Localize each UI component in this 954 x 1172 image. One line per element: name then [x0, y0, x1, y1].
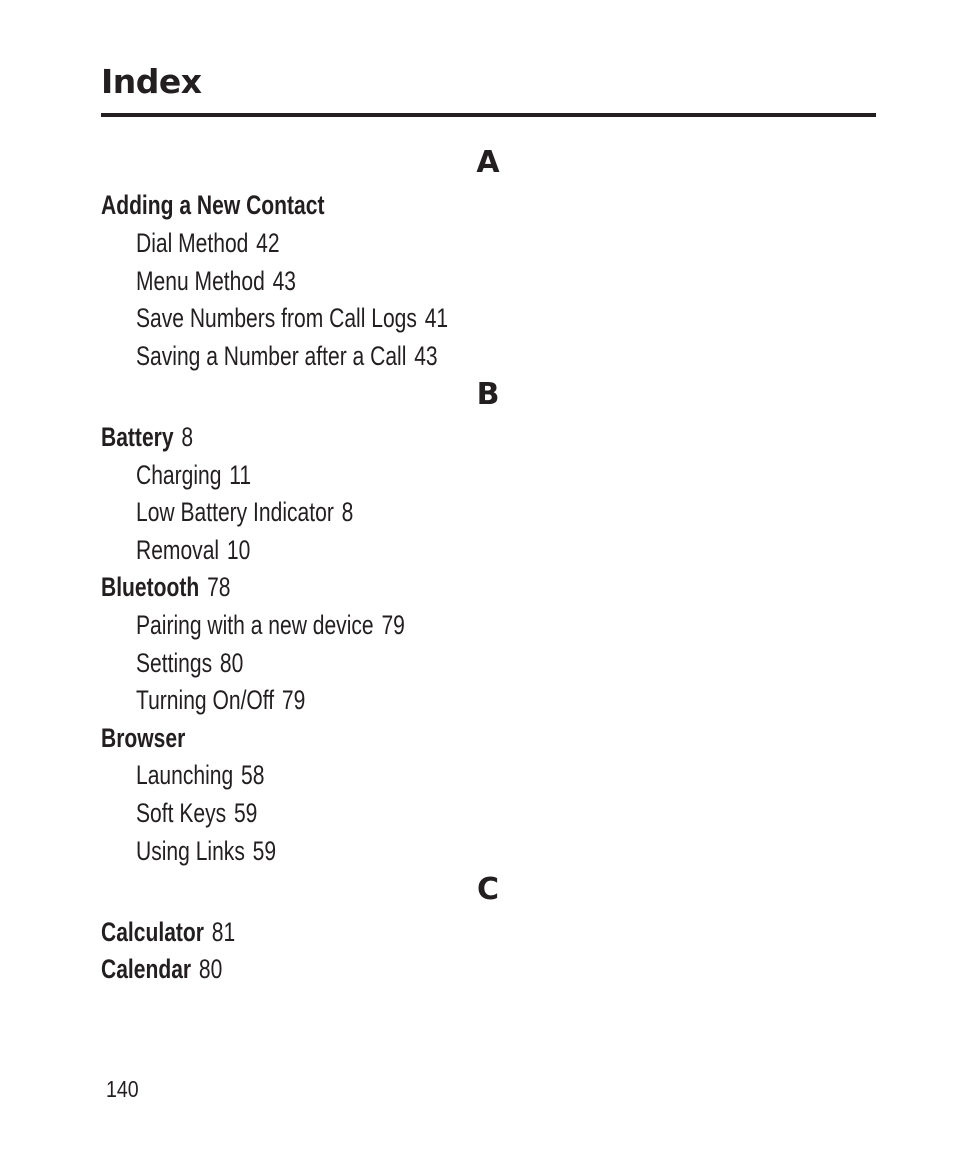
- page-reference: 43: [414, 341, 438, 371]
- page-reference: 8: [341, 497, 354, 527]
- index-term: Dial Method: [136, 228, 249, 258]
- index-subentry-pairing: [136, 608, 405, 642]
- index-subentry-menu-method: [136, 264, 296, 298]
- page-reference: 10: [226, 535, 251, 565]
- index-term: Removal: [136, 535, 220, 565]
- page-reference: 80: [198, 954, 223, 984]
- page-reference: 41: [424, 303, 449, 333]
- page-reference: 81: [211, 917, 236, 947]
- index-subentry-using-links: [136, 834, 276, 868]
- index-subentry-dial-method: [136, 226, 280, 260]
- index-subentry-soft-keys: [136, 796, 257, 830]
- index-term: Charging: [136, 460, 222, 490]
- index-subentry-removal: [136, 533, 250, 567]
- index-term: Saving a Number after a Call: [136, 341, 407, 371]
- index-entry-calendar: [101, 952, 222, 986]
- index-subentry-saving-a-number: [136, 339, 438, 373]
- index-entry-battery: [101, 420, 193, 454]
- index-term: Battery: [101, 422, 174, 452]
- index-term: Launching: [136, 760, 234, 790]
- index-term: Menu Method: [136, 266, 265, 296]
- index-entry-browser: [101, 721, 185, 755]
- index-term: Calculator: [101, 917, 204, 947]
- section-letter-a: A: [476, 145, 500, 180]
- index-term: Turning On/Off: [136, 685, 275, 715]
- index-term: Soft Keys: [136, 798, 227, 828]
- index-term: Adding a New Contact: [101, 190, 325, 220]
- title-rule: [101, 113, 876, 117]
- page-reference: 11: [229, 460, 252, 490]
- index-entry-bluetooth: [101, 570, 231, 604]
- index-entry-calculator: [101, 915, 235, 949]
- page-reference: 59: [233, 798, 258, 828]
- index-term: Browser: [101, 723, 186, 753]
- section-letter-b: B: [476, 377, 500, 412]
- page-reference: 42: [256, 228, 280, 258]
- index-subentry-save-numbers: [136, 301, 448, 335]
- page-reference: 78: [207, 572, 231, 602]
- index-term: Settings: [136, 648, 213, 678]
- index-subentry-turning-on-off: [136, 683, 305, 717]
- index-term: Pairing with a new device: [136, 610, 374, 640]
- page-reference: 8: [181, 422, 194, 452]
- index-term: Low Battery Indicator: [136, 497, 334, 527]
- page-reference: 43: [272, 266, 297, 296]
- page-title: Index: [101, 62, 202, 101]
- page-reference: 58: [241, 760, 265, 790]
- index-subentry-settings: [136, 646, 243, 680]
- index-term: Using Links: [136, 836, 245, 866]
- page-reference: 80: [219, 648, 244, 678]
- section-letter-c: C: [476, 872, 500, 907]
- index-subentry-charging: [136, 458, 251, 492]
- page-reference: 79: [281, 685, 306, 715]
- index-term: Save Numbers from Call Logs: [136, 303, 417, 333]
- index-subentry-low-battery-indicator: [136, 495, 353, 529]
- page-number: 140: [106, 1076, 139, 1102]
- page-reference: 59: [252, 836, 277, 866]
- index-term: Calendar: [101, 954, 192, 984]
- index-term: Bluetooth: [101, 572, 200, 602]
- index-subentry-launching: [136, 758, 264, 792]
- index-entry-adding-a-new-contact: [101, 188, 324, 222]
- page-reference: 79: [381, 610, 405, 640]
